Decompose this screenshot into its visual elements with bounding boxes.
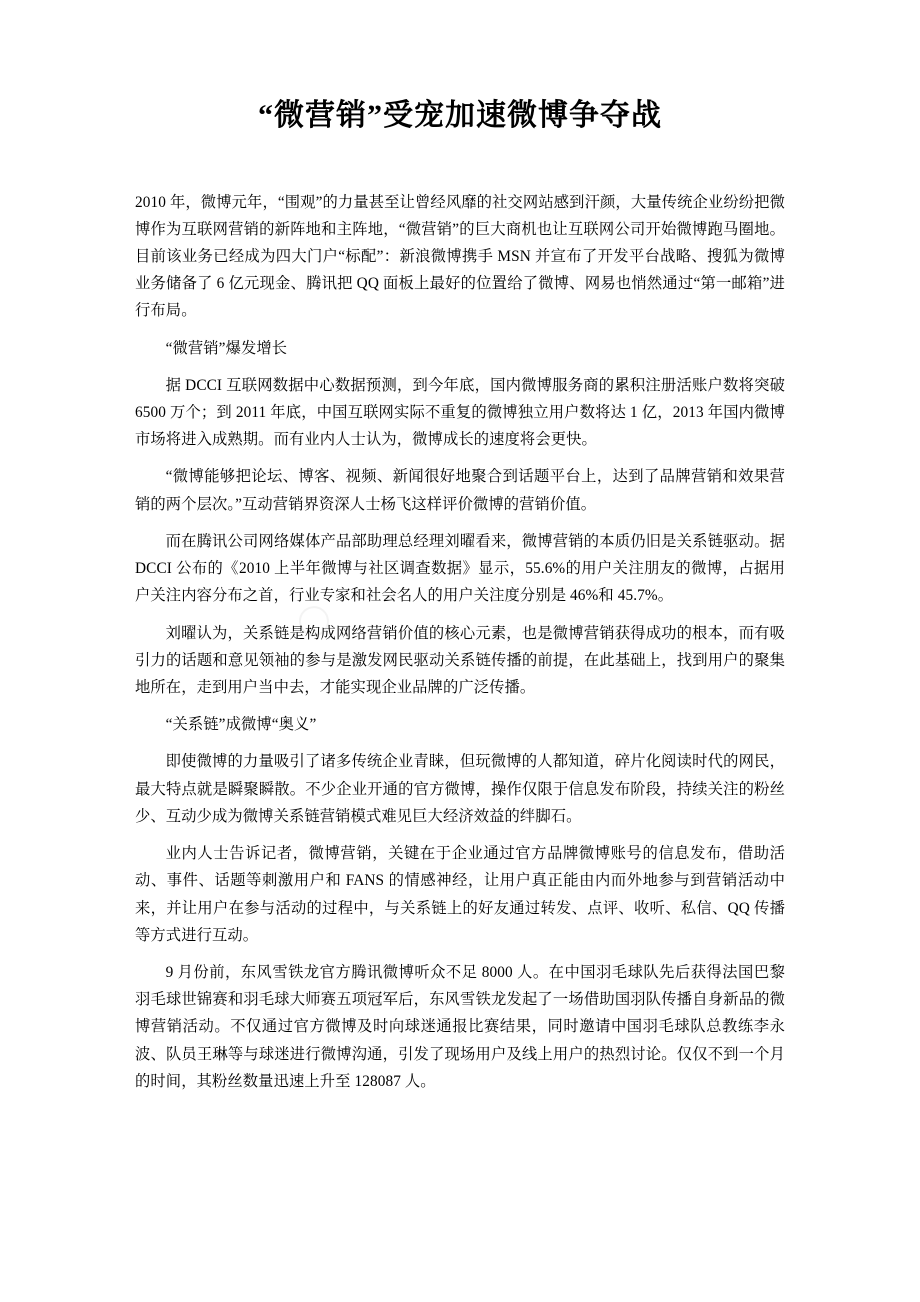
section-heading-relationship-chain: “关系链”成微博“奥义” xyxy=(165,716,317,734)
paragraph-5: 而在腾讯公司网络媒体产品部助理总经理刘曜看来，微博营销的本质仍旧是关系链驱动。据 DCCI 公布的《2010 上半年微博与社区调查数据》显示，55.6%的用户关注朋友的微博，占据用户关注内容分布之首，行业专家和社会名人的用户关注度分别是 46%和 45.7%。 xyxy=(135,532,785,605)
paragraph-6: 刘曜认为，关系链是构成网络营销价值的核心元素，也是微博营销获得成功的根本，而有吸引力的话题和意见领袖的参与是激发网民驱动关系链传播的前提，在此基础上，找到用户的聚集地所在，走到用户当中去，才能实现企业品牌的广泛传播。 xyxy=(135,624,785,696)
page-title: “微营销”受宠加速微博争夺战 xyxy=(258,99,662,132)
paragraph-4: “微博能够把论坛、博客、视频、新闻很好地聚合到话题平台上，达到了品牌营销和效果营销的两个层次。”互动营销界资深人士杨飞这样评价微博的营销价值。 xyxy=(135,468,785,513)
paragraph-1: 2010 年，微博元年，“围观”的力量甚至让曾经风靡的社交网站感到汗颜，大量传统企业纷纷把微博作为互联网营销的新阵地和主阵地，“微营销”的巨大商机也让互联网公司开始微博跑马圈地。目前该业务已经成为四大门户“标配”：新浪微博携手 MSN 并宣布了开发平台战略、搜狐为微博业务储备了 6 亿元现金、腾讯把 QQ 面板上最好的位置给了微博、网易也悄然通过“第一邮箱”进行布局。 xyxy=(135,193,785,320)
paragraph-10: 9 月份前，东风雪铁龙官方腾讯微博听众不足 8000 人。在中国羽毛球队先后获得法国巴黎羽毛球世锦赛和羽毛球大师赛五项冠军后，东风雪铁龙发起了一场借助国羽队传播自身新品的微博营销活动。不仅通过官方微博及时向球迷通报比赛结果，同时邀请中国羽毛球队总教练李永波、队员王琳等与球迷进行微博沟通，引发了现场用户及线上用户的热烈讨论。仅仅不到一个月的时间，其粉丝数量迅速上升至 128087 人。 xyxy=(135,963,785,1090)
paragraph-8: 即使微博的力量吸引了诸多传统企业青睐，但玩微博的人都知道，碎片化阅读时代的网民，最大特点就是瞬聚瞬散。不少企业开通的官方微博，操作仅限于信息发布阶段，持续关注的粉丝少、互动少成为微博关系链营销模式难见巨大经济效益的绊脚石。 xyxy=(135,753,785,825)
paragraph-9: 业内人士告诉记者，微博营销，关键在于企业通过官方品牌微博账号的信息发布，借助活动、事件、话题等刺激用户和 FANS 的情感神经，让用户真正能由内而外地参与到营销活动中来，并让用户在参与活动的过程中，与关系链上的好友通过转发、点评、收听、私信、QQ 传播等方式进行互动。 xyxy=(135,845,785,944)
paragraph-3: 据 DCCI 互联网数据中心数据预测，到今年底，国内微博服务商的累积注册活账户数将突破 6500 万个；到 2011 年底，中国互联网实际不重复的微博独立用户数将达 1 亿，2013 年国内微博市场将进入成熟期。而有业内人士认为，微博成长的速度将会更快。 xyxy=(135,376,785,449)
section-heading-micromarketing-growth: “微营销”爆发增长 xyxy=(165,339,288,357)
